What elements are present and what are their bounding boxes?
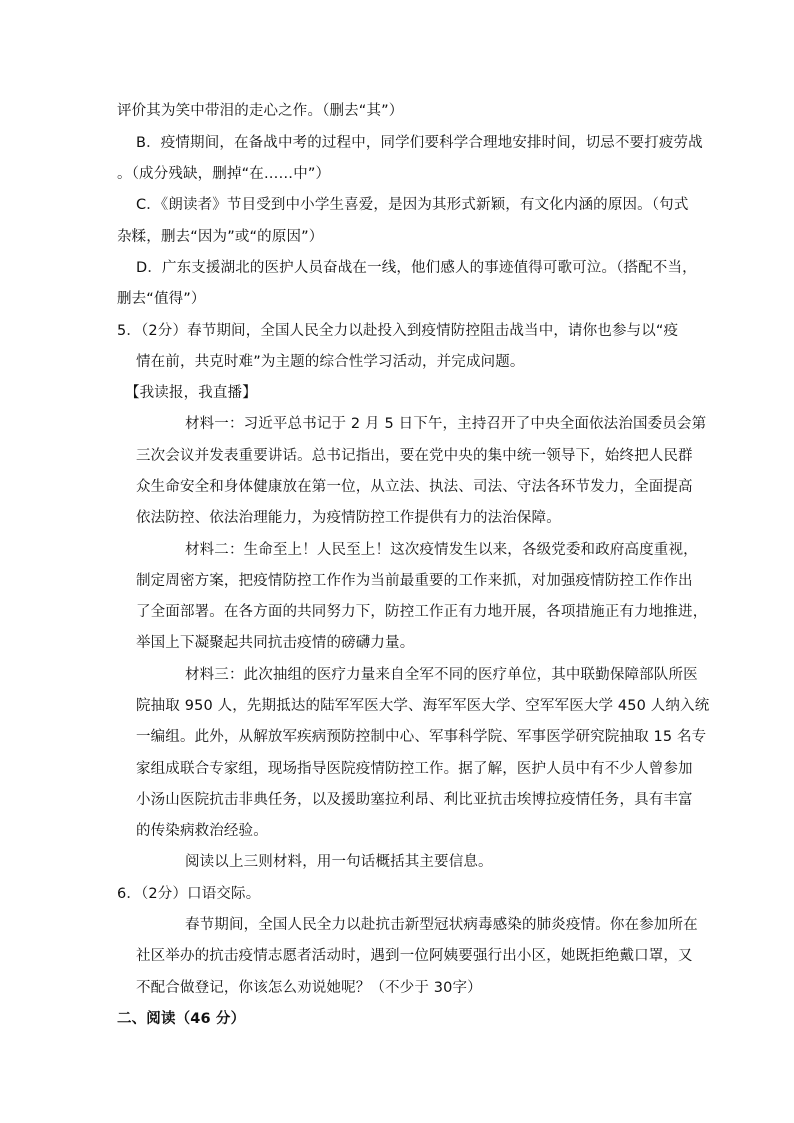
q6-stem: 6．（2分）口语交际。 (117, 886, 261, 902)
material-3-line: 家组成联合专家组，现场指导医院疫情防控工作。据了解，医护人员中有不少人曾参加 (136, 761, 693, 777)
q5-prompt: 阅读以上三则材料，用一句话概括其主要信息。 (185, 854, 493, 870)
q4-option-a-continuation: 评价其为笑中带泪的走心之作。（删去“其”） (117, 103, 404, 119)
section-heading-reading: 二、阅读（46 分） (117, 1011, 246, 1027)
q4-option-d-continuation: 删去“值得”） (117, 291, 206, 307)
q4-option-d: D．广东支援湖北的医护人员奋战在一线，他们感人的事迹值得可歌可泣。（搭配不当， (136, 260, 697, 276)
q6-paragraph-line: 社区举办的抗击疫情志愿者活动时，遇到一位阿姨要强行出小区，她既拒绝戴口罩，又 (136, 948, 693, 964)
q5-section-heading: 【我读报，我直播】 (125, 385, 257, 401)
q5-stem-continuation: 情在前，共克时难”为主题的综合性学习活动，并完成问题。 (136, 354, 525, 370)
q4-option-c: C．《朗读者》节目受到中小学生喜爱，是因为其形式新颖，有文化内涵的原因。（句式 (136, 197, 689, 213)
material-3-line: 的传染病救治经验。 (136, 823, 268, 839)
material-1-line: 材料一：习近平总书记于 2 月 5 日下午，主持召开了中央全面依法治国委员会第 (185, 416, 707, 432)
material-2-line: 了全面部署。在各方面的共同努力下，防控工作正有力地开展，各项措施正有力地推进， (136, 604, 708, 620)
material-2-line: 举国上下凝聚起共同抗击疫情的磅礴力量。 (136, 635, 415, 651)
material-3-line: 小汤山医院抗击非典任务，以及援助塞拉利昂、利比亚抗击埃博拉疫情任务，具有丰富 (136, 792, 693, 808)
material-2-line: 制定周密方案，把疫情防控工作作为当前最重要的工作来抓，对加强疫情防控工作作出 (136, 573, 693, 589)
material-3-line: 院抽取 950 人，先期抵达的陆军军医大学、海军军医大学、空军军医大学 450 人纳入统 (136, 698, 710, 714)
q6-paragraph-line: 不配合做登记，你该怎么劝说她呢？（不少于 30字） (136, 980, 482, 996)
q4-option-b: B．疫情期间，在备战中考的过程中，同学们要科学合理地安排时间，切忌不要打疲劳战 (136, 135, 703, 151)
q6-paragraph-line: 春节期间，全国人民全力以赴抗击新型冠状病毒感染的肺炎疫情。你在参加所在 (185, 917, 698, 933)
material-1-line: 三次会议并发表重要讲话。总书记指出，要在党中央的集中统一领导下，始终把人民群 (136, 448, 693, 464)
material-3-line: 一编组。此外，从解放军疾病预防控制中心、军事科学院、军事医学研究院抽取 15 名专 (136, 729, 707, 745)
material-3-line: 材料三：此次抽组的医疗力量来自全军不同的医疗单位，其中联勤保障部队所医 (185, 667, 698, 683)
material-1-line: 众生命安全和身体健康放在第一位，从立法、执法、司法、守法各环节发力，全面提高 (136, 479, 693, 495)
material-1-line: 依法防控、依法治理能力，为疫情防控工作提供有力的法治保障。 (136, 510, 561, 526)
q4-option-b-continuation: 。（成分残缺，删掉“在……中”） (117, 166, 331, 182)
material-2-line: 材料二：生命至上！人民至上！这次疫情发生以来，各级党委和政府高度重视， (185, 542, 698, 558)
q5-stem: 5．（2分）春节期间，全国人民全力以赴投入到疫情防控阻击战当中，请你也参与以“疫 (117, 323, 679, 339)
q4-option-c-continuation: 杂糅，删去“因为”或“的原因”） (117, 229, 324, 245)
